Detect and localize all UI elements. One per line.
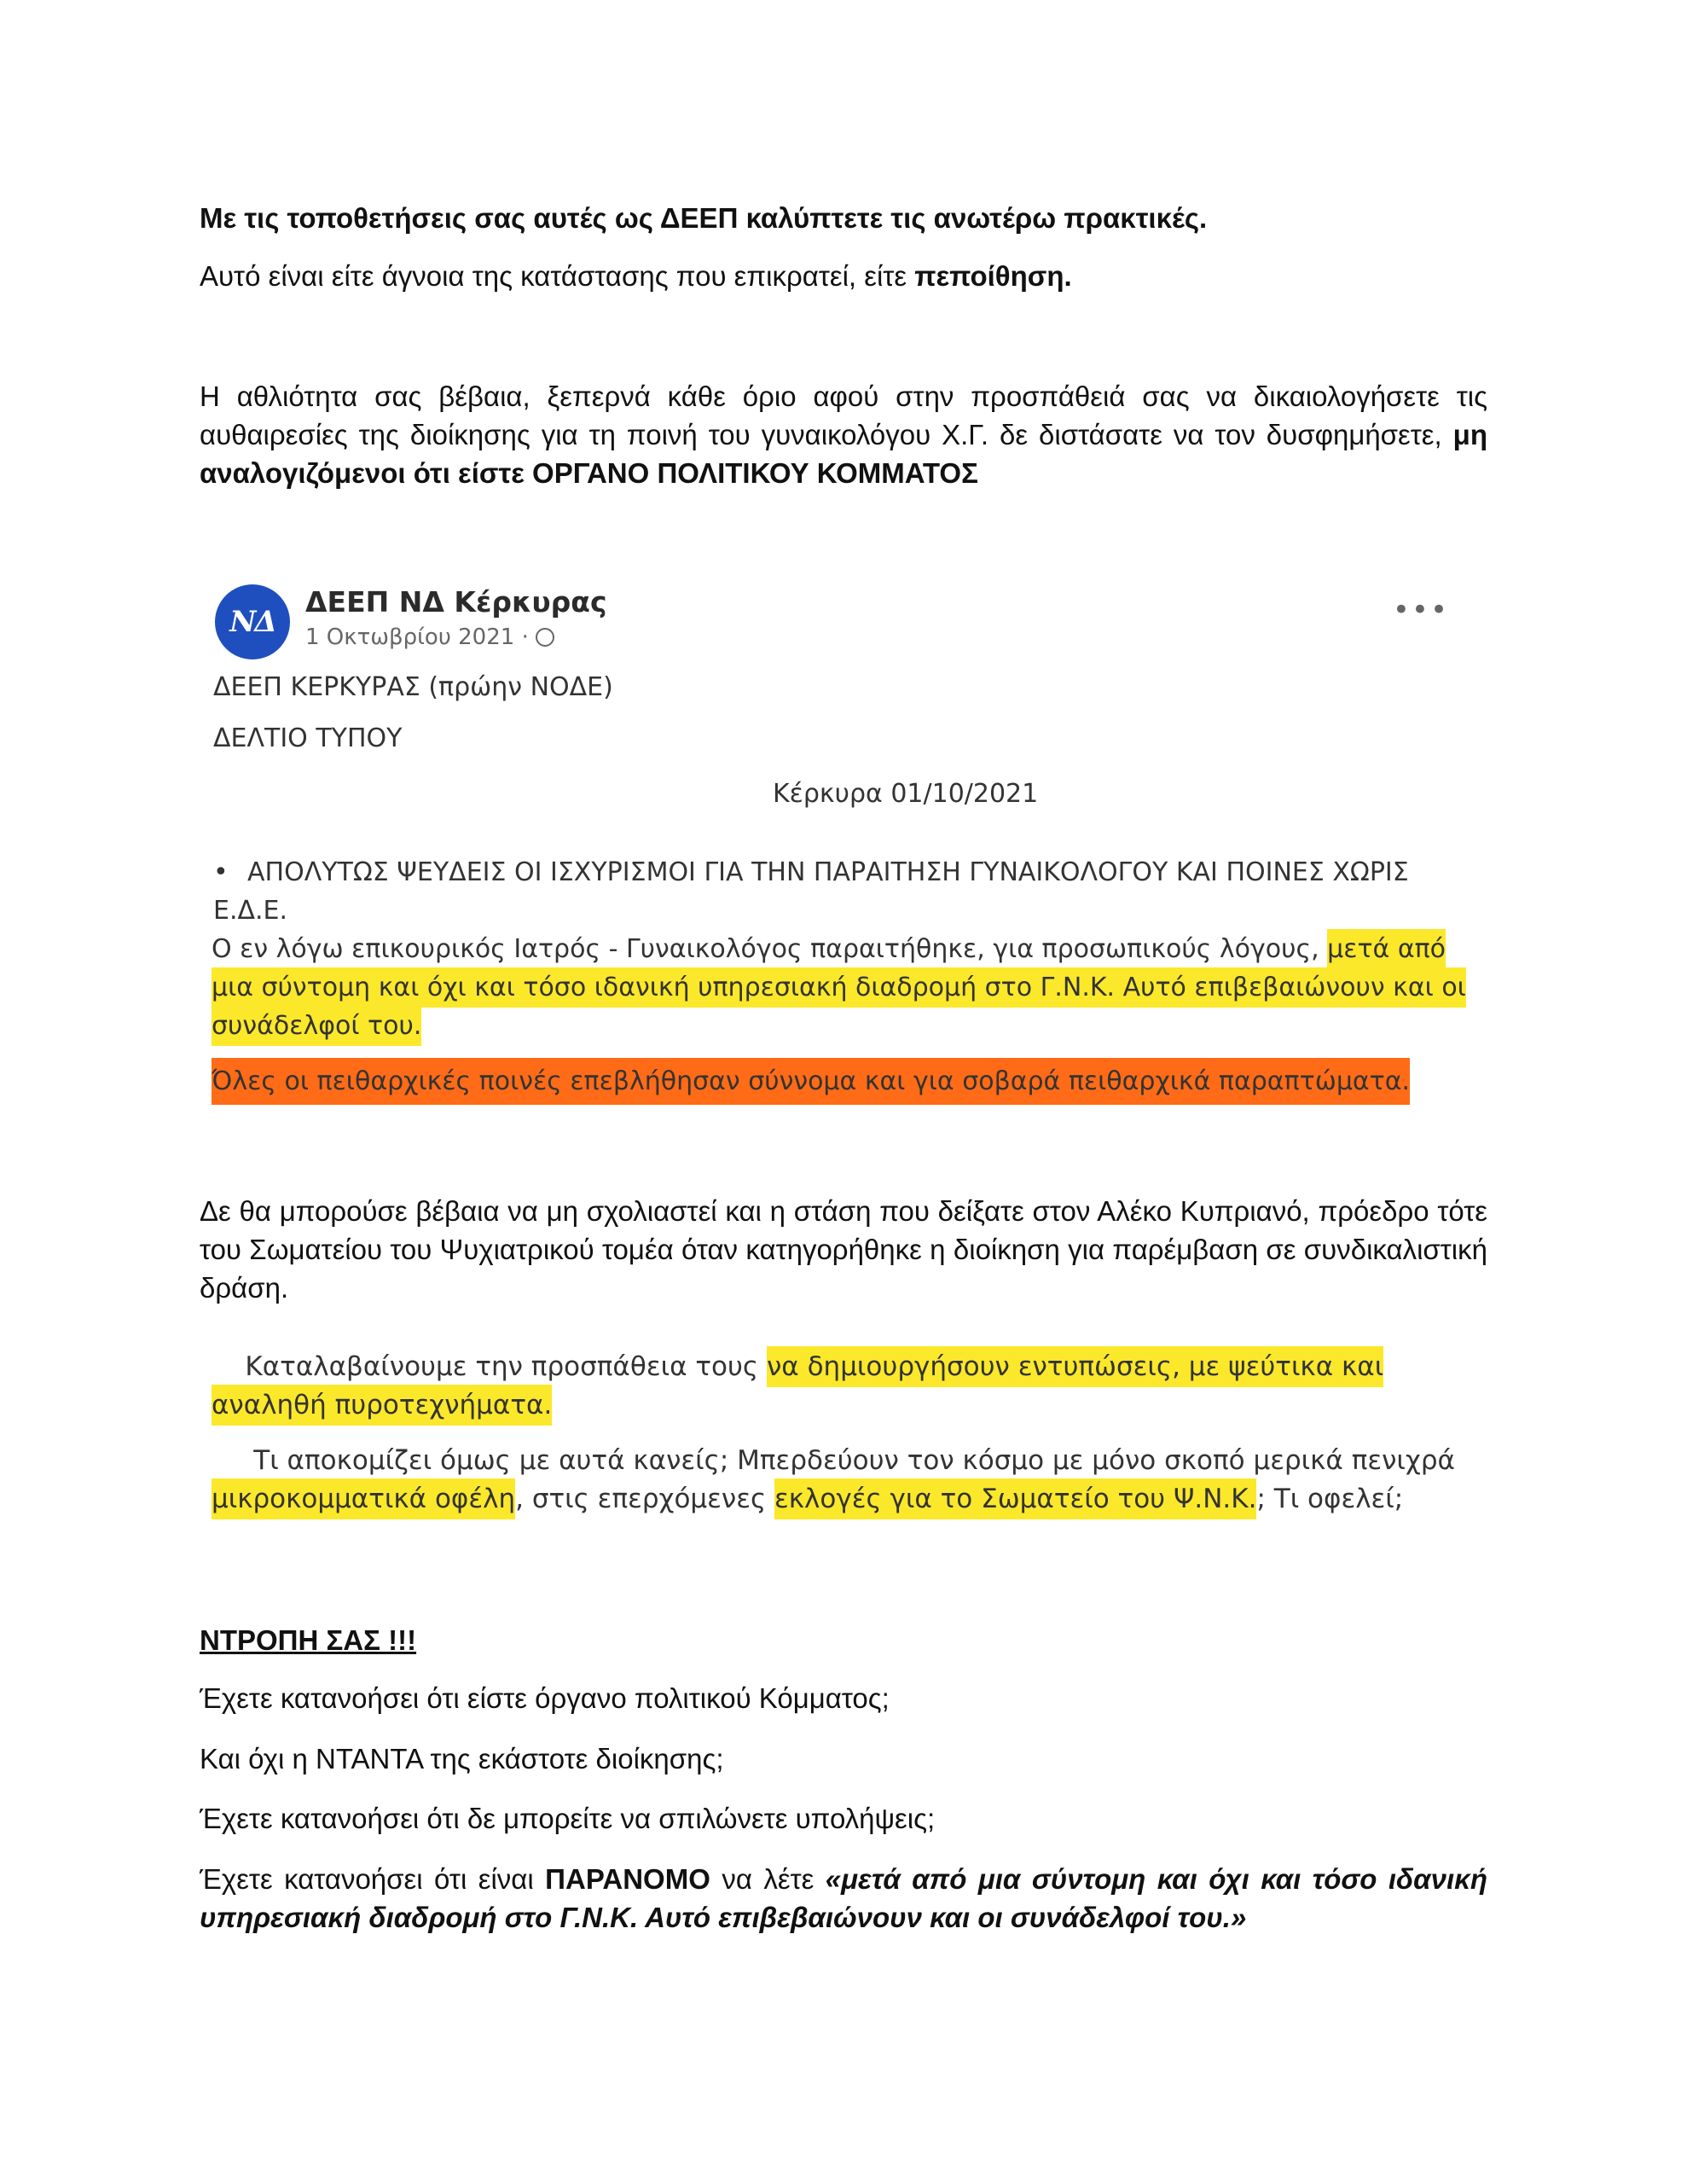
avatar-logo-text: ΝΔ (229, 605, 275, 639)
more-options-icon: ••• (1392, 593, 1449, 627)
shame-heading: ΝΤΡΟΠΗ ΣΑΣ !!! (200, 1624, 417, 1656)
closing-question-3: Έχετε κατανοήσει ότι δε μπορείτε να σπιλώνετε υπολήψεις; (200, 1803, 936, 1834)
post-bullet (213, 853, 1475, 930)
avatar (215, 584, 290, 659)
intro-paragraph-3-bold: μη αναλογιζόμενοι ότι είστε ΟΡΓΑΝΟ ΠΟΛΙΤΙΚΟΥ ΚΟΜΜΑΤΟΣ (200, 419, 1487, 489)
closing-q4-text-c: να λέτε (710, 1863, 826, 1895)
closing-question-4 (200, 1860, 1487, 1937)
intro-paragraph-2 (200, 257, 1072, 295)
intro-paragraph-3-text: Η αθλιότητα σας βέβαια, ξεπερνά κάθε όριο αφού στην προσπάθειά σας να δικαιολογήσετε τις αυθαιρεσίες της διοίκησης για τη ποινή του γυναικολόγου Χ.Γ. δε διστάσατε να τον δυσφημήσετε, (200, 380, 1487, 450)
comment-line-2-highlight-2: εκλογές για το Σωματείο του Ψ.Ν.Κ. (774, 1478, 1256, 1519)
closing-q4-text-a: Έχετε κατανοήσει ότι είναι (200, 1863, 546, 1895)
intro-paragraph-1: Με τις τοποθετήσεις σας αυτές ως ΔΕΕΠ καλύπτετε τις ανωτέρω πρακτικές. (200, 202, 1208, 234)
post-body-1 (212, 930, 1474, 1045)
post-press-label: ΔΕΛΤΙΟ ΤΥΠΟΥ (213, 723, 403, 753)
post-bullet-text: ΑΠΟΛΥΤΩΣ ΨΕΥΔΕΙΣ ΟΙ ΙΣΧΥΡΙΣΜΟΙ ΓΙΑ ΤΗΝ ΠΑΡΑΙΤΗΣΗ ΓΥΝΑΙΚΟΛΟΓΟΥ ΚΑΙ ΠΟΙΝΕΣ ΧΩΡΙΣ Ε.Δ.Ε. (213, 857, 1409, 926)
comment-line-1 (212, 1348, 1474, 1425)
closing-question-2: Και όχι η ΝΤΑΝΤΑ της εκάστοτε διοίκησης; (200, 1743, 724, 1774)
post-comment-screenshot (200, 1331, 1487, 1544)
comment-line-2 (212, 1442, 1474, 1519)
middle-paragraph: Δε θα μπορούσε βέβαια να μη σχολιαστεί και η στάση που δείξατε στον Αλέκο Κυπριανό, πρόεδρο τότε του Σωματείου του Ψυχιατρικού τομέα όταν κατηγορήθηκε η διοίκηση για παρέμβαση σε συνδικαλιστική δράση. (200, 1195, 1487, 1304)
comment-line-2-text-2: , στις επερχόμενες (515, 1484, 775, 1514)
intro-paragraph-3 (200, 377, 1487, 492)
bullet-dot: • (213, 857, 229, 887)
closing-q4-quote: «μετά από μια σύντομη και όχι και τόσο ιδανική υπηρεσιακή διαδρομή στο Γ.Ν.Κ. Αυτό επιβεβαιώνουν και οι συνάδελφοί του.» (200, 1863, 1487, 1933)
comment-line-1-text: Καταλαβαίνουμε την προσπάθεια τους (212, 1351, 767, 1382)
post-date-text: 1 Οκτωβρίου 2021 · (305, 624, 529, 650)
post-org: ΔΕΕΠ ΚΕΡΚΥΡΑΣ (πρώην ΝΟΔΕ) (213, 672, 613, 702)
closing-question-1: Έχετε κατανοήσει ότι είστε όργανο πολιτικού Κόμματος; (200, 1682, 890, 1714)
comment-line-1-highlight: να δημιουργήσουν εντυπώσεις, με ψεύτικα και αναληθή πυροτεχνήματα. (212, 1346, 1383, 1426)
post-date (305, 624, 554, 650)
intro-paragraph-2-bold: πεποίθηση. (914, 260, 1072, 292)
post-body-2-highlight: Όλες οι πειθαρχικές ποινές επεβλήθησαν σύννομα και για σοβαρά πειθαρχικά παραπτώματα. (212, 1058, 1410, 1105)
intro-paragraph-2-text: Αυτό είναι είτε άγνοια της κατάστασης που επικρατεί, είτε (200, 260, 915, 292)
facebook-post-screenshot (200, 572, 1487, 1177)
comment-line-2-text: Τι αποκομίζει όμως με αυτά κανείς; Μπερδεύουν τον κόσμο με μόνο σκοπό μερικά πενιχρά (212, 1445, 1464, 1476)
post-body-1-highlight: μετά από μια σύντομη και όχι και τόσο ιδανική υπηρεσιακή διαδρομή στο Γ.Ν.Κ. Αυτό επιβεβαιώνουν και οι συνάδελφοί του. (212, 929, 1466, 1046)
comment-line-2-text-3: ; Τι οφελεί; (1256, 1484, 1404, 1514)
post-page-name: ΔΕΕΠ ΝΔ Κέρκυρας (305, 585, 607, 619)
globe-icon (536, 628, 554, 647)
closing-q4-bold: ΠΑΡΑΝΟΜΟ (545, 1863, 710, 1895)
post-body-2 (212, 1062, 1474, 1101)
post-body-1-text: Ο εν λόγω επικουρικός Ιατρός - Γυναικολόγος παραιτήθηκε, για προσωπικούς λόγους, (212, 934, 1328, 964)
comment-line-2-highlight-1: μικροκομματικά οφέλη (212, 1478, 515, 1519)
post-place-date: Κέρκυρα 01/10/2021 (773, 779, 1039, 809)
